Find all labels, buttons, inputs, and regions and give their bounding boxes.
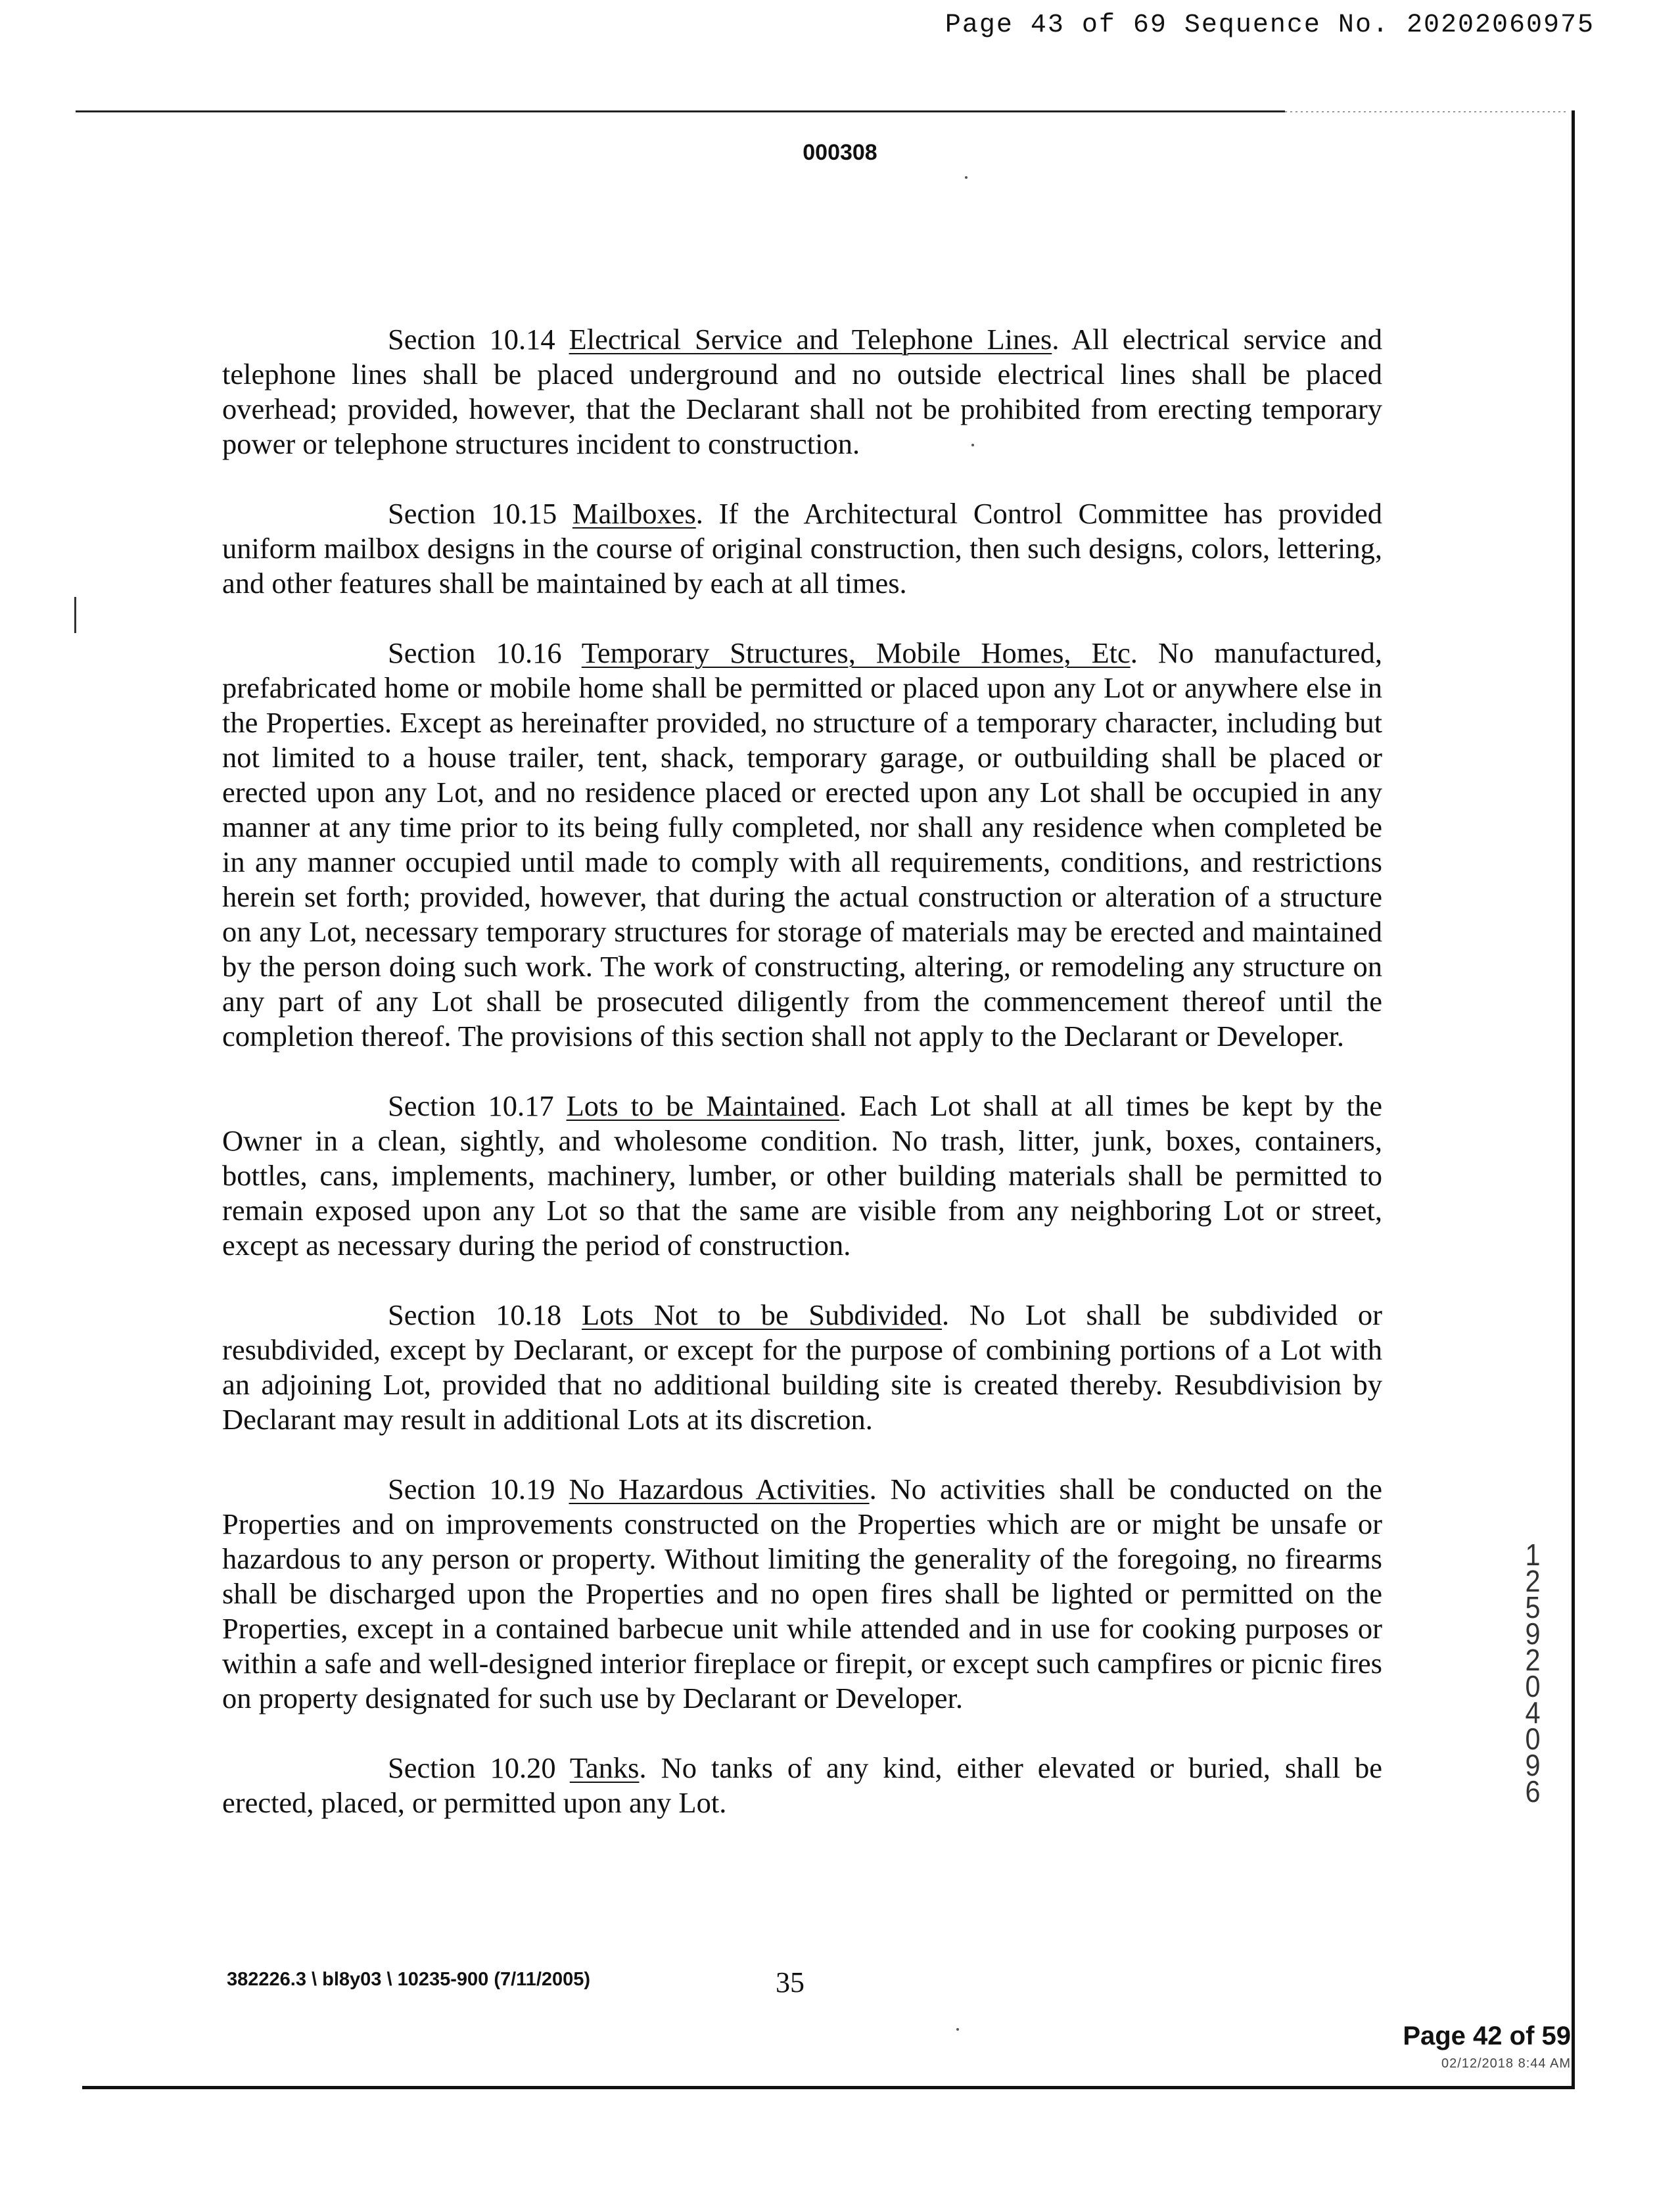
section-text: . No manufactured, prefabricated home or mobile home shall be permitted or placed upon any Lot or anywhere else in the Properties. Except as hereinafter provided, no structure of a temporary character, including but not limited to a house trailer, tent, shack, temporary garage, or outbuilding shall be placed or erected upon any Lot, and no residence placed or erected upon any Lot shall be occupied in any manner at any time prior to its being fully completed, nor shall any residence when completed be in any manner occupied until made to comply with all requirements, conditions, and restrictions herein set forth; provided, however, that during the actual construction or alteration of a structure on any Lot, necessary temporary structures for storage of materials may be erected and maintained by the person doing such work. The work of constructing, altering, or remodeling any structure on any part of any Lot shall be prosecuted diligently from the commencement thereof until the completion thereof. The provisions of this section shall not apply to the Declarant or Developer. xyxy=(222,636,1382,1052)
section-10-17 xyxy=(222,1089,1382,1263)
document-number: 000308 xyxy=(803,140,877,165)
section-heading: No Hazardous Activities xyxy=(569,1473,870,1505)
recording-book-page-stamp: 12592 04096 xyxy=(1525,1538,1541,1809)
section-heading: Lots to be Maintained xyxy=(566,1089,839,1122)
section-number: Section 10.16 xyxy=(388,636,562,669)
section-heading: Temporary Structures, Mobile Homes, Etc xyxy=(581,636,1131,669)
section-10-15 xyxy=(222,496,1382,601)
footer-document-code: 382226.3 \ bl8y03 \ 10235-900 (7/11/2005) xyxy=(227,1969,591,1990)
section-text: . No activities shall be conducted on the Properties and on improvements constructed on the Properties which are or might be unsafe or hazardous to any person or property. Without limiting the generality of the foregoing, no firearms shall be discharged upon the Properties and no open fires shall be lighted or permitted on the Properties, except in a contained barbecue unit while attended and in use for cooking purposes or within a safe and well-designed interior fireplace or firepit, or except such campfires or picnic fires on property designated for such use by Declarant or Developer. xyxy=(222,1473,1383,1714)
section-text: . Each Lot shall at all times be kept by the Owner in a clean, sightly, and wholesome condition. No trash, litter, junk, boxes, containers, bottles, cans, implements, machinery, lumber, or other building materials shall be permitted to remain exposed upon any Lot so that the same are visible from any neighboring Lot or street, except as necessary during the period of construction. xyxy=(222,1089,1382,1262)
scan-speck xyxy=(965,176,968,179)
footer-page-number: 35 xyxy=(776,1966,805,1998)
section-number: Section 10.18 xyxy=(388,1298,562,1331)
section-text: . If the Architectural Control Committee has provided uniform mailbox designs in the course of original construction, then such designs, colors, lettering, and other features shall be maintained by each at all times. xyxy=(222,497,1383,600)
top-divider xyxy=(76,110,1285,112)
section-10-14 xyxy=(222,322,1382,461)
section-text: . No Lot shall be subdivided or resubdivided, except by Declarant, or except for the purpose of combining portions of a Lot with an adjoining Lot, provided that no additional building site is created thereby. Resubdivision by Declarant may result in additional Lots at its discretion. xyxy=(222,1298,1382,1436)
section-number: Section 10.14 xyxy=(388,323,555,356)
section-number: Section 10.20 xyxy=(388,1751,556,1784)
section-text: . All electrical service and telephone lines shall be placed underground and no outside electrical lines shall be placed overhead; provided, however, that the Declarant shall not be prohibited from erecting temporary power or telephone structures incident to construction. xyxy=(222,323,1382,460)
section-number: Section 10.19 xyxy=(388,1473,555,1505)
scan-speck xyxy=(956,2028,959,2031)
section-10-20 xyxy=(222,1751,1382,1820)
top-divider-fade xyxy=(1285,111,1568,112)
section-10-16 xyxy=(222,636,1382,1054)
bottom-frame-line xyxy=(82,2086,1575,2089)
recording-timestamp: 02/12/2018 8:44 AM xyxy=(1441,2056,1571,2071)
section-number: Section 10.15 xyxy=(388,497,557,530)
page-sequence-stamp: Page 43 of 69 Sequence No. 20202060975 xyxy=(945,11,1595,40)
section-heading: Tanks xyxy=(569,1751,640,1784)
section-heading: Electrical Service and Telephone Lines xyxy=(569,323,1052,356)
scan-mark xyxy=(74,597,76,633)
section-number: Section 10.17 xyxy=(388,1089,554,1122)
section-10-19 xyxy=(222,1472,1382,1716)
section-heading: Mailboxes xyxy=(572,497,696,530)
section-text: . No tanks of any kind, either elevated or buried, shall be erected, placed, or permitted upon any Lot. xyxy=(222,1751,1382,1819)
document-body xyxy=(222,322,1382,1855)
right-frame-line xyxy=(1572,110,1575,2089)
recording-page-stamp: Page 42 of 59 xyxy=(1403,2022,1571,2050)
section-heading: Lots Not to be Subdivided xyxy=(582,1298,943,1331)
section-10-18 xyxy=(222,1298,1382,1437)
